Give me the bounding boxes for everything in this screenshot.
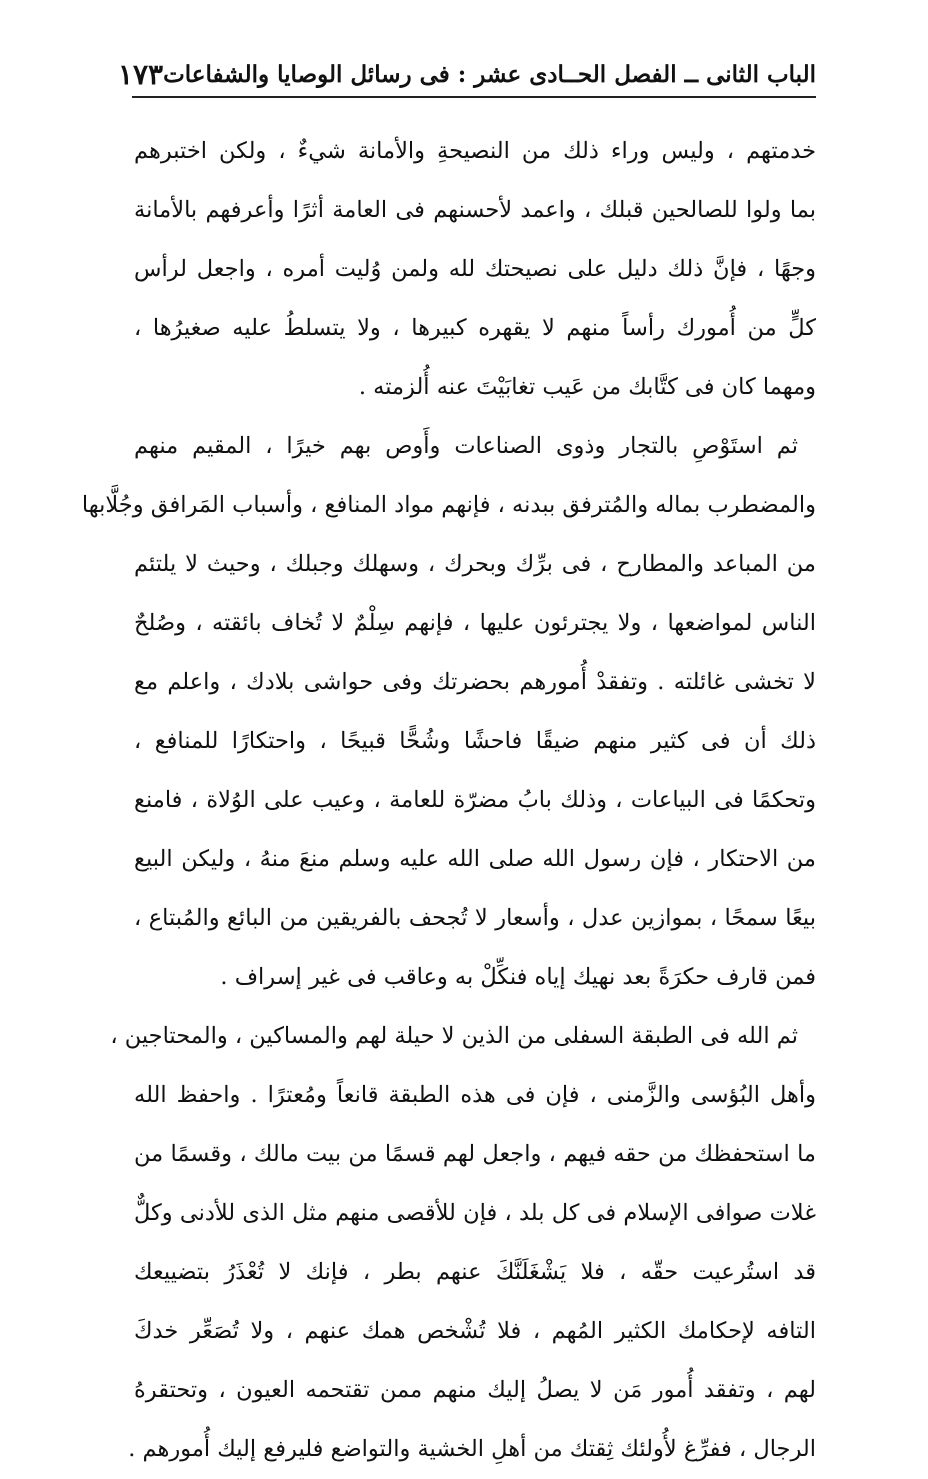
- text-line: الناس لمواضعها ، ولا يجترئون عليها ، فإنهم سِلْمٌ لا تُخاف بائقته ، وصُلحٌ: [134, 610, 816, 636]
- text-line: غلات صوافى الإسلام فى كل بلد ، فإن للأقصى منهم مثل الذى للأدنى وكلٌّ: [134, 1200, 816, 1226]
- page-number: ١٧٣: [117, 57, 164, 91]
- text-line: فمن قارف حكرَةً بعد نهيك إياه فنكِّلْ به وعاقب فى غير إسراف .: [220, 964, 816, 990]
- text-line: وتحكمًا فى البياعات ، وذلك بابُ مضرّة للعامة ، وعيب على الوُلاة ، فامنع: [134, 787, 816, 813]
- text-line: بيعًا سمحًا ، بموازين عدل ، وأسعار لا تُجحف بالفريقين من البائع والمُبتاع ،: [134, 905, 816, 931]
- page-header: [117, 52, 816, 98]
- text-line: ذلك أن فى كثير منهم ضيقًا فاحشًا وشُحًّا قبيحًا ، واحتكارًا للمنافع ،: [134, 728, 816, 754]
- text-line: خدمتهم ، وليس وراء ذلك من النصيحةِ والأمانة شيءٌ ، ولكن اختبرهم: [134, 138, 816, 164]
- text-line: وأهل البُؤسى والزَّمنى ، فإن فى هذه الطبقة قانعاً ومُعترًا . واحفظ الله: [134, 1082, 816, 1108]
- text-line: قد استُرعيت حقّه ، فلا يَشْغَلَنَّكَ عنهم بطر ، فإنك لا تُعْذَرُ بتضييعك: [134, 1259, 816, 1285]
- text-line: الرجال ، ففرِّغ لأُولئك ثِقتك من أهلِ الخشية والتواضع فليرفع إليك أُمورهم .: [128, 1436, 816, 1462]
- paragraph-1: [134, 122, 816, 417]
- text-line: التافه لإحكامك الكثير المُهم ، فلا تُشْخص همك عنهم ، ولا تُصَعِّر خدكَ: [134, 1318, 816, 1344]
- text-line: بما ولوا للصالحين قبلك ، واعمد لأحسنهم فى العامة أثرًا وأعرفهم بالأمانة: [134, 197, 816, 223]
- text-line: ومهما كان فى كتَّابك من عَيب تغابَيْتَ عنه أُلزمته .: [358, 374, 816, 400]
- text-line: لهم ، وتفقد أُمور مَن لا يصلُ إليك منهم ممن تقتحمه العيون ، وتحتقرهُ: [134, 1377, 816, 1403]
- text-line: ما استحفظك من حقه فيهم ، واجعل لهم قسمًا من بيت مالك ، وقسمًا من: [134, 1141, 816, 1167]
- text-line: وجهًا ، فإنَّ ذلك دليل على نصيحتك لله ولمن وُليت أمره ، واجعل لرأس: [134, 256, 816, 282]
- text-line: والمضطرب بماله والمُترفق ببدنه ، فإنهم مواد المنافع ، وأسباب المَرافق وجُلَّابها: [81, 492, 816, 518]
- text-line: من المباعد والمطارح ، فى برِّك وبحرك ، وسهلك وجبلك ، وحيث لا يلتئم: [134, 551, 816, 577]
- paragraph-2: [81, 417, 816, 1007]
- paragraph-3: [110, 1007, 816, 1479]
- body-text: [81, 122, 816, 1479]
- text-line: من الاحتكار ، فإن رسول الله صلى الله عليه وسلم منعَ منهُ ، وليكن البيع: [134, 846, 816, 872]
- text-line: ثم الله فى الطبقة السفلى من الذين لا حيلة لهم والمساكين ، والمحتاجين ،: [110, 1023, 798, 1049]
- text-line: ثم استَوْصِ بالتجار وذوى الصناعات وأَوص بهم خيرًا ، المقيم منهم: [134, 433, 798, 459]
- text-line: كلٍّ من أُمورك رأساً منهم لا يقهره كبيرها ، ولا يتسلطُ عليه صغيرُها ،: [134, 315, 816, 341]
- running-title: الباب الثانى ــ الفصل الحــادى عشر : فى رسائل الوصايا والشفاعات: [163, 60, 816, 88]
- text-line: لا تخشى غائلته . وتفقدْ أُمورهم بحضرتك وفى حواشى بلادك ، واعلم مع: [134, 669, 816, 695]
